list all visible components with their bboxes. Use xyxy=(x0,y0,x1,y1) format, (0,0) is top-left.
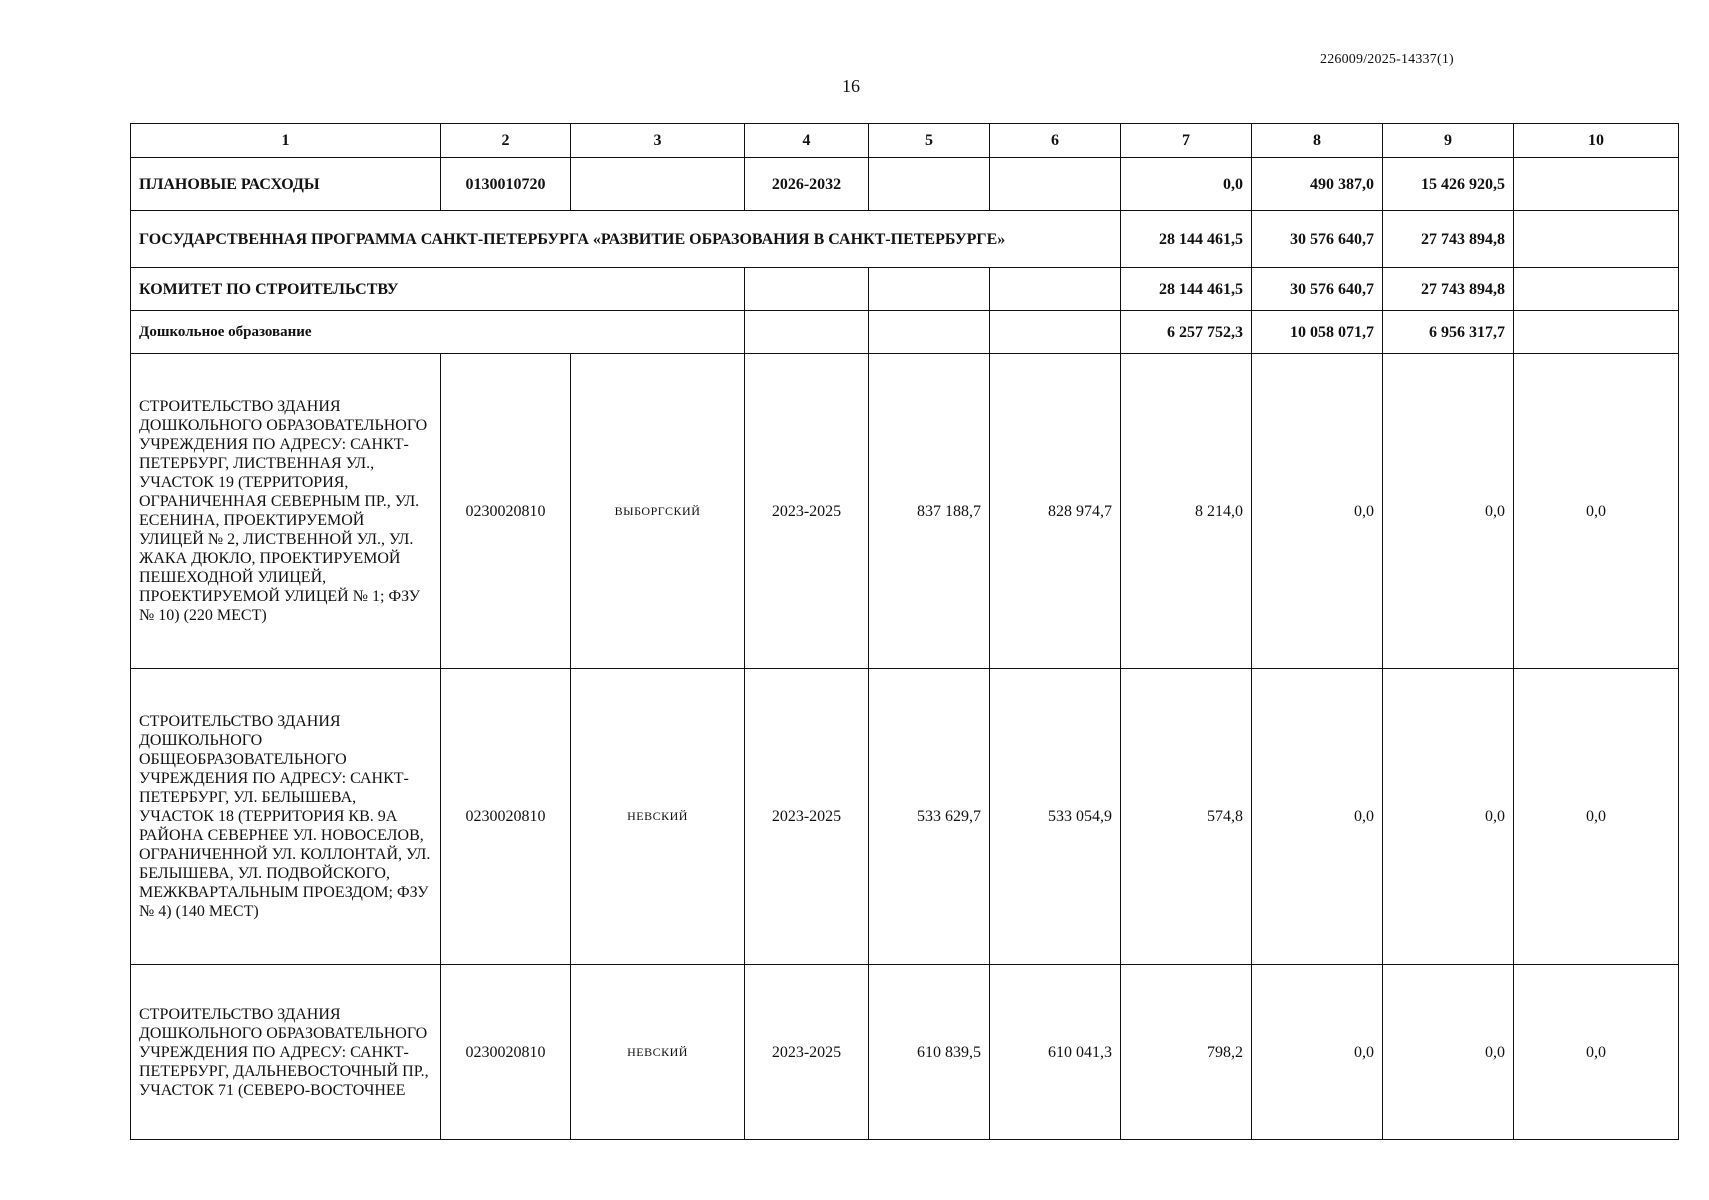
committee-label: КОМИТЕТ ПО СТРОИТЕЛЬСТВУ xyxy=(131,268,745,311)
committee-c7: 28 144 461,5 xyxy=(1121,268,1252,311)
object-c6: 533 054,9 xyxy=(990,669,1121,965)
column-header: 1 xyxy=(131,124,441,158)
object-c6: 828 974,7 xyxy=(990,354,1121,669)
table-row xyxy=(131,965,1679,1140)
planned-expenses-c8: 490 387,0 xyxy=(1252,158,1383,211)
column-header-row xyxy=(131,124,1679,158)
object-name: СТРОИТЕЛЬСТВО ЗДАНИЯ ДОШКОЛЬНОГО ОБЩЕОБРАЗОВАТЕЛЬНОГО УЧРЕЖДЕНИЯ ПО АДРЕСУ: САНКТ-ПЕТЕРБУРГ, УЛ. БЕЛЫШЕВА, УЧАСТОК 18 (ТЕРРИТОРИЯ КВ. 9А РАЙОНА СЕВЕРНЕЕ УЛ. НОВОСЕЛОВ, ОГРАНИЧЕННОЙ УЛ. КОЛЛОНТАЙ, УЛ. БЕЛЫШЕВА, УЛ. ПОДВОЙСКОГО, МЕЖКВАРТАЛЬНЫМ ПРОЕЗДОМ; ФЗУ № 4) (140 МЕСТ) xyxy=(131,669,441,965)
preschool-c8: 10 058 071,7 xyxy=(1252,311,1383,354)
object-period: 2023-2025 xyxy=(745,354,869,669)
planned-expenses-period: 2026-2032 xyxy=(745,158,869,211)
empty-cell xyxy=(869,311,990,354)
program-c9: 27 743 894,8 xyxy=(1383,211,1514,268)
object-c10: 0,0 xyxy=(1514,354,1679,669)
committee-row xyxy=(131,268,1679,311)
program-c7: 28 144 461,5 xyxy=(1121,211,1252,268)
column-header: 4 xyxy=(745,124,869,158)
empty-cell xyxy=(990,268,1121,311)
committee-c8: 30 576 640,7 xyxy=(1252,268,1383,311)
empty-cell xyxy=(869,158,990,211)
object-c9: 0,0 xyxy=(1383,354,1514,669)
object-c6: 610 041,3 xyxy=(990,965,1121,1140)
empty-cell xyxy=(1514,268,1679,311)
budget-table xyxy=(130,123,1679,1140)
object-c5: 533 629,7 xyxy=(869,669,990,965)
object-c5: 837 188,7 xyxy=(869,354,990,669)
empty-cell xyxy=(869,268,990,311)
object-c8: 0,0 xyxy=(1252,965,1383,1140)
object-c7: 574,8 xyxy=(1121,669,1252,965)
page-number: 16 xyxy=(842,76,860,96)
column-header: 8 xyxy=(1252,124,1383,158)
object-c5: 610 839,5 xyxy=(869,965,990,1140)
planned-expenses-row xyxy=(131,158,1679,211)
object-district: НЕВСКИЙ xyxy=(571,965,745,1140)
empty-cell xyxy=(1514,158,1679,211)
preschool-c7: 6 257 752,3 xyxy=(1121,311,1252,354)
empty-cell xyxy=(571,158,745,211)
object-period: 2023-2025 xyxy=(745,669,869,965)
column-header: 3 xyxy=(571,124,745,158)
object-c10: 0,0 xyxy=(1514,669,1679,965)
planned-expenses-code: 0130010720 xyxy=(441,158,571,211)
column-header: 9 xyxy=(1383,124,1514,158)
column-header: 2 xyxy=(441,124,571,158)
planned-expenses-label: ПЛАНОВЫЕ РАСХОДЫ xyxy=(131,158,441,211)
column-header: 10 xyxy=(1514,124,1679,158)
object-code: 0230020810 xyxy=(441,965,571,1140)
empty-cell xyxy=(990,158,1121,211)
preschool-row xyxy=(131,311,1679,354)
preschool-label: Дошкольное образование xyxy=(131,311,745,354)
empty-cell xyxy=(745,268,869,311)
object-district: ВЫБОРГСКИЙ xyxy=(571,354,745,669)
object-district: НЕВСКИЙ xyxy=(571,669,745,965)
column-header: 5 xyxy=(869,124,990,158)
program-row xyxy=(131,211,1679,268)
program-label: ГОСУДАРСТВЕННАЯ ПРОГРАММА САНКТ-ПЕТЕРБУРГА «РАЗВИТИЕ ОБРАЗОВАНИЯ В САНКТ-ПЕТЕРБУРГЕ» xyxy=(131,211,1121,268)
table-row xyxy=(131,354,1679,669)
empty-cell xyxy=(990,311,1121,354)
object-c9: 0,0 xyxy=(1383,965,1514,1140)
committee-c9: 27 743 894,8 xyxy=(1383,268,1514,311)
column-header: 7 xyxy=(1121,124,1252,158)
planned-expenses-c7: 0,0 xyxy=(1121,158,1252,211)
object-name: СТРОИТЕЛЬСТВО ЗДАНИЯ ДОШКОЛЬНОГО ОБРАЗОВАТЕЛЬНОГО УЧРЕЖДЕНИЯ ПО АДРЕСУ: САНКТ-ПЕТЕРБУРГ, ЛИСТВЕННАЯ УЛ., УЧАСТОК 19 (ТЕРРИТОРИЯ, ОГРАНИЧЕННАЯ СЕВЕРНЫМ ПР., УЛ. ЕСЕНИНА, ПРОЕКТИРУЕМОЙ УЛИЦЕЙ № 2, ЛИСТВЕННОЙ УЛ., УЛ. ЖАКА ДЮКЛО, ПРОЕКТИРУЕМОЙ ПЕШЕХОДНОЙ УЛИЦЕЙ, ПРОЕКТИРУЕМОЙ УЛИЦЕЙ № 1; ФЗУ № 10) (220 МЕСТ) xyxy=(131,354,441,669)
column-header: 6 xyxy=(990,124,1121,158)
program-c8: 30 576 640,7 xyxy=(1252,211,1383,268)
object-c8: 0,0 xyxy=(1252,669,1383,965)
document-id: 226009/2025-14337(1) xyxy=(1320,52,1454,67)
object-c7: 8 214,0 xyxy=(1121,354,1252,669)
object-c8: 0,0 xyxy=(1252,354,1383,669)
object-code: 0230020810 xyxy=(441,669,571,965)
object-period: 2023-2025 xyxy=(745,965,869,1140)
object-c9: 0,0 xyxy=(1383,669,1514,965)
planned-expenses-c9: 15 426 920,5 xyxy=(1383,158,1514,211)
object-c7: 798,2 xyxy=(1121,965,1252,1140)
table-row xyxy=(131,669,1679,965)
empty-cell xyxy=(1514,311,1679,354)
object-c10: 0,0 xyxy=(1514,965,1679,1140)
preschool-c9: 6 956 317,7 xyxy=(1383,311,1514,354)
empty-cell xyxy=(1514,211,1679,268)
object-name: СТРОИТЕЛЬСТВО ЗДАНИЯ ДОШКОЛЬНОГО ОБРАЗОВАТЕЛЬНОГО УЧРЕЖДЕНИЯ ПО АДРЕСУ: САНКТ-ПЕТЕРБУРГ, ДАЛЬНЕВОСТОЧНЫЙ ПР., УЧАСТОК 71 (СЕВЕРО-ВОСТОЧНЕЕ xyxy=(131,965,441,1140)
object-code: 0230020810 xyxy=(441,354,571,669)
empty-cell xyxy=(745,311,869,354)
